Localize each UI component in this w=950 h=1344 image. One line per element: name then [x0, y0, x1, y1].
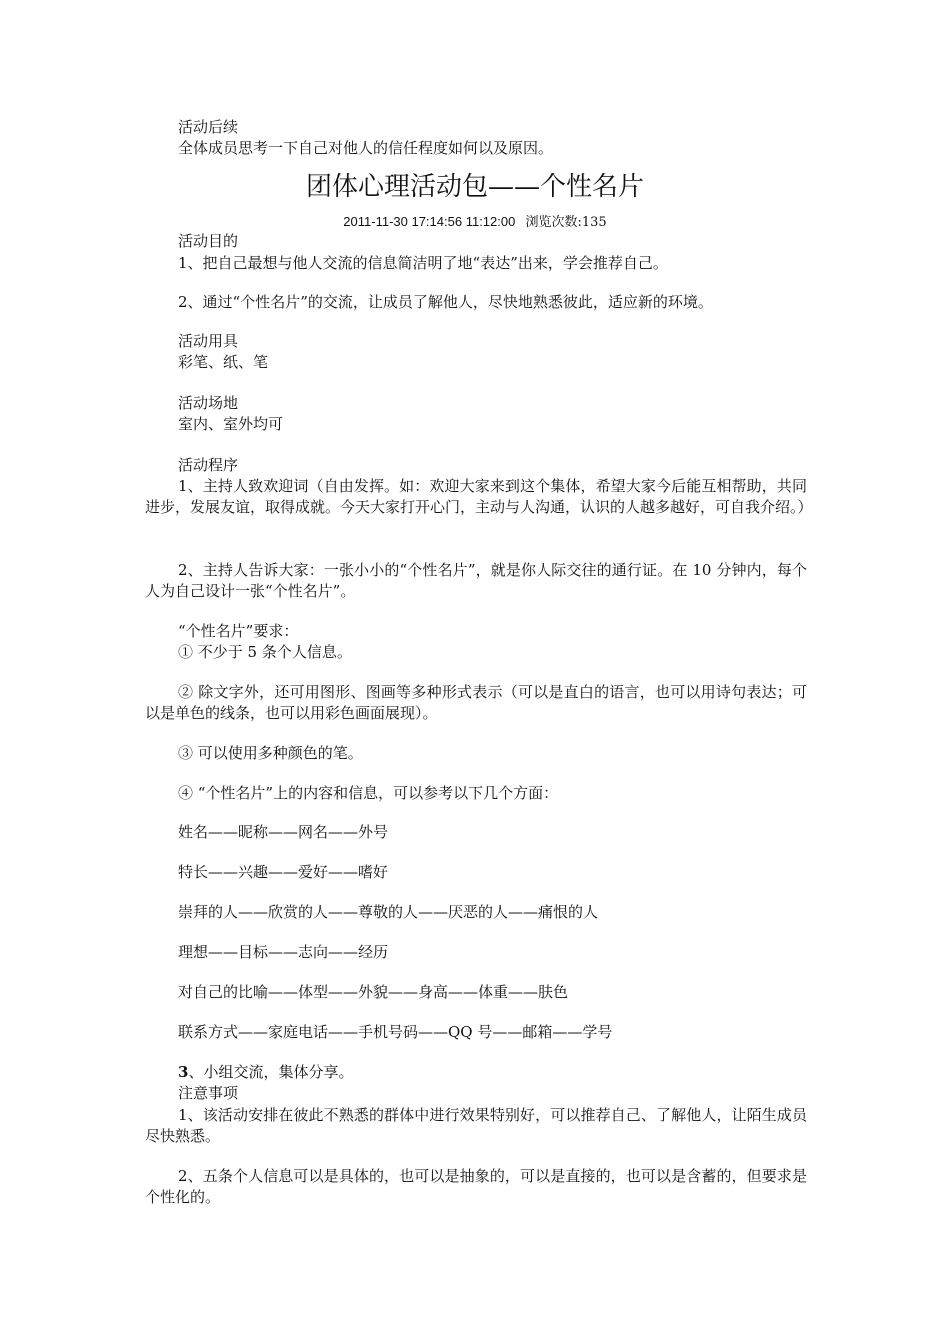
- article-meta: [0, 212, 950, 233]
- procedure-heading: 活动程序: [178, 456, 239, 474]
- requirement-4: ④ “个性名片”上的内容和信息，可以参考以下几个方面：: [178, 784, 559, 802]
- purpose-heading: 活动目的: [178, 232, 239, 250]
- aspect-line: 联系方式——家庭电话——手机号码——QQ 号——邮箱——学号: [178, 1023, 613, 1041]
- tools-text: 彩笔、纸、笔: [178, 353, 269, 371]
- step-3-number: 3: [178, 1063, 189, 1081]
- step-3-text: 、小组交流，集体分享。: [188, 1063, 354, 1081]
- aspect-line: 姓名——昵称——网名——外号: [178, 823, 389, 841]
- requirement-3: ③ 可以使用多种颜色的笔。: [178, 744, 363, 762]
- purpose-item-2: 2、通过“个性名片”的交流，让成员了解他人，尽快地熟悉彼此，适应新的环境。: [178, 293, 713, 311]
- venue-text: 室内、室外均可: [178, 415, 284, 433]
- procedure-step-1: 1、主持人致欢迎词（自由发挥。如：欢迎大家来到这个集体，希望大家今后能互相帮助，共同进步，发展友谊，取得成就。今天大家打开心门，主动与人沟通，认识的人越多越好，可自我介绍。）: [145, 477, 813, 516]
- aspect-line: 崇拜的人——欣赏的人——尊敬的人——厌恶的人——痛恨的人: [178, 903, 599, 921]
- intro-heading: 活动后续: [178, 118, 239, 136]
- article-title: 团体心理活动包——个性名片: [305, 172, 644, 202]
- requirement-2: ② 除文字外，还可用图形、图画等多种形式表示（可以是直白的语言，也可以用诗句表达；可以是单色的线条，也可以用彩色画面展现）。: [145, 683, 807, 722]
- aspect-line: 理想——目标——志向——经历: [178, 943, 389, 961]
- requirements-heading: “个性名片”要求：: [178, 622, 299, 640]
- intro-text: 全体成员思考一下自己对他人的信任程度如何以及原因。: [178, 139, 554, 157]
- article-views: 浏览次数:135: [525, 215, 607, 230]
- purpose-item-1: 1、把自己最想与他人交流的信息简洁明了地“表达”出来，学会推荐自己。: [178, 254, 668, 272]
- article-timestamp: 2011-11-30 17:14:56 11:12:00: [343, 214, 516, 229]
- procedure-step-2: 2、主持人告诉大家：一张小小的“个性名片”，就是你人际交往的通行证。在 10 分钟内，每个人为自己设计一张“个性名片”。: [145, 561, 807, 600]
- tools-heading: 活动用具: [178, 332, 239, 350]
- aspect-line: 对自己的比喻——体型——外貌——身高——体重——肤色: [178, 983, 569, 1001]
- notes-heading: 注意事项: [178, 1084, 239, 1102]
- venue-heading: 活动场地: [178, 394, 239, 412]
- notes-item-2: 2、五条个人信息可以是具体的，也可以是抽象的，可以是直接的，也可以是含蓄的，但要求是个性化的。: [145, 1167, 807, 1206]
- procedure-step-3: [178, 1062, 353, 1083]
- notes-item-1: 1、该活动安排在彼此不熟悉的群体中进行效果特别好，可以推荐自己、了解他人，让陌生成员尽快熟悉。: [145, 1106, 807, 1145]
- aspect-line: 特长——兴趣——爱好——嗜好: [178, 863, 389, 881]
- requirement-1: ① 不少于 5 条个人信息。: [178, 643, 352, 661]
